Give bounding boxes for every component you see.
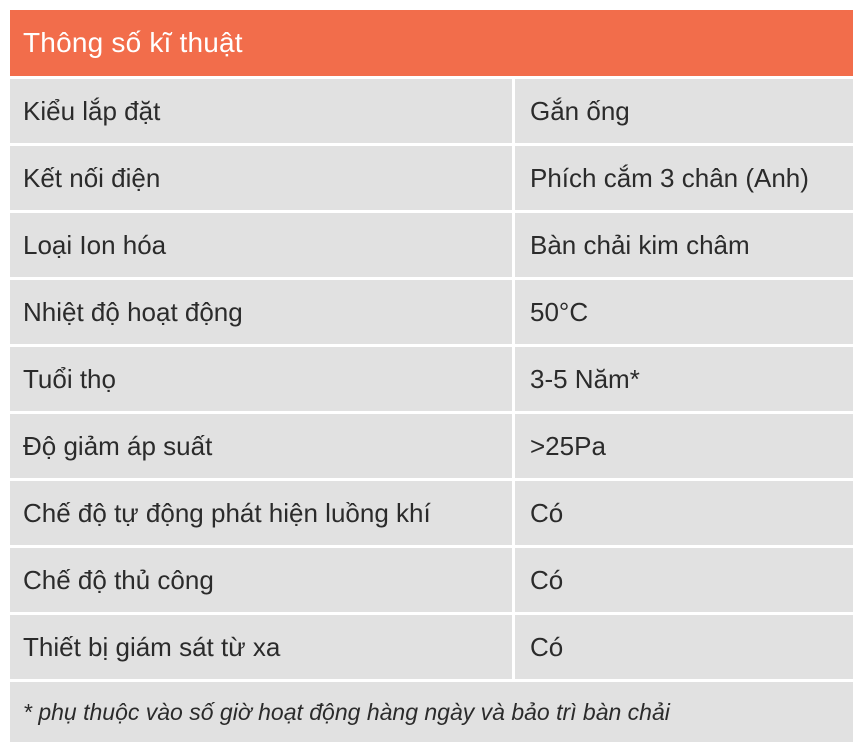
spec-title: Thông số kĩ thuật bbox=[23, 27, 243, 58]
spec-table bbox=[10, 76, 853, 679]
spec-row bbox=[10, 545, 853, 612]
spec-row bbox=[10, 210, 853, 277]
spec-value: Có bbox=[530, 564, 564, 595]
spec-label: Nhiệt độ hoạt động bbox=[10, 280, 515, 344]
spec-panel bbox=[10, 10, 853, 742]
spec-value: Có bbox=[530, 631, 564, 662]
spec-value: Phích cắm 3 chân (Anh) bbox=[530, 162, 809, 193]
spec-label: Loại Ion hóa bbox=[10, 213, 515, 277]
spec-row bbox=[10, 143, 853, 210]
spec-value: Bàn chải kim châm bbox=[530, 229, 750, 260]
spec-row bbox=[10, 478, 853, 545]
spec-label: Thiết bị giám sát từ xa bbox=[10, 615, 515, 679]
spec-value: Có bbox=[530, 497, 564, 528]
spec-label: Kiểu lắp đặt bbox=[10, 79, 515, 143]
spec-label: Kết nối điện bbox=[10, 146, 515, 210]
spec-label: Chế độ thủ công bbox=[10, 548, 515, 612]
spec-row bbox=[10, 76, 853, 143]
spec-row bbox=[10, 411, 853, 478]
spec-label: Chế độ tự động phát hiện luồng khí bbox=[10, 481, 515, 545]
spec-value: >25Pa bbox=[530, 430, 606, 461]
spec-value: 50°C bbox=[530, 296, 589, 327]
spec-label: Độ giảm áp suất bbox=[10, 414, 515, 478]
spec-row bbox=[10, 344, 853, 411]
spec-row bbox=[10, 277, 853, 344]
spec-header bbox=[10, 10, 853, 76]
spec-label: Tuổi thọ bbox=[10, 347, 515, 411]
spec-value: Gắn ống bbox=[530, 95, 630, 126]
spec-footnote: * phụ thuộc vào số giờ hoạt động hàng ngày và bảo trì bàn chải bbox=[10, 679, 853, 742]
spec-value: 3-5 Năm* bbox=[530, 363, 640, 394]
spec-row bbox=[10, 612, 853, 679]
